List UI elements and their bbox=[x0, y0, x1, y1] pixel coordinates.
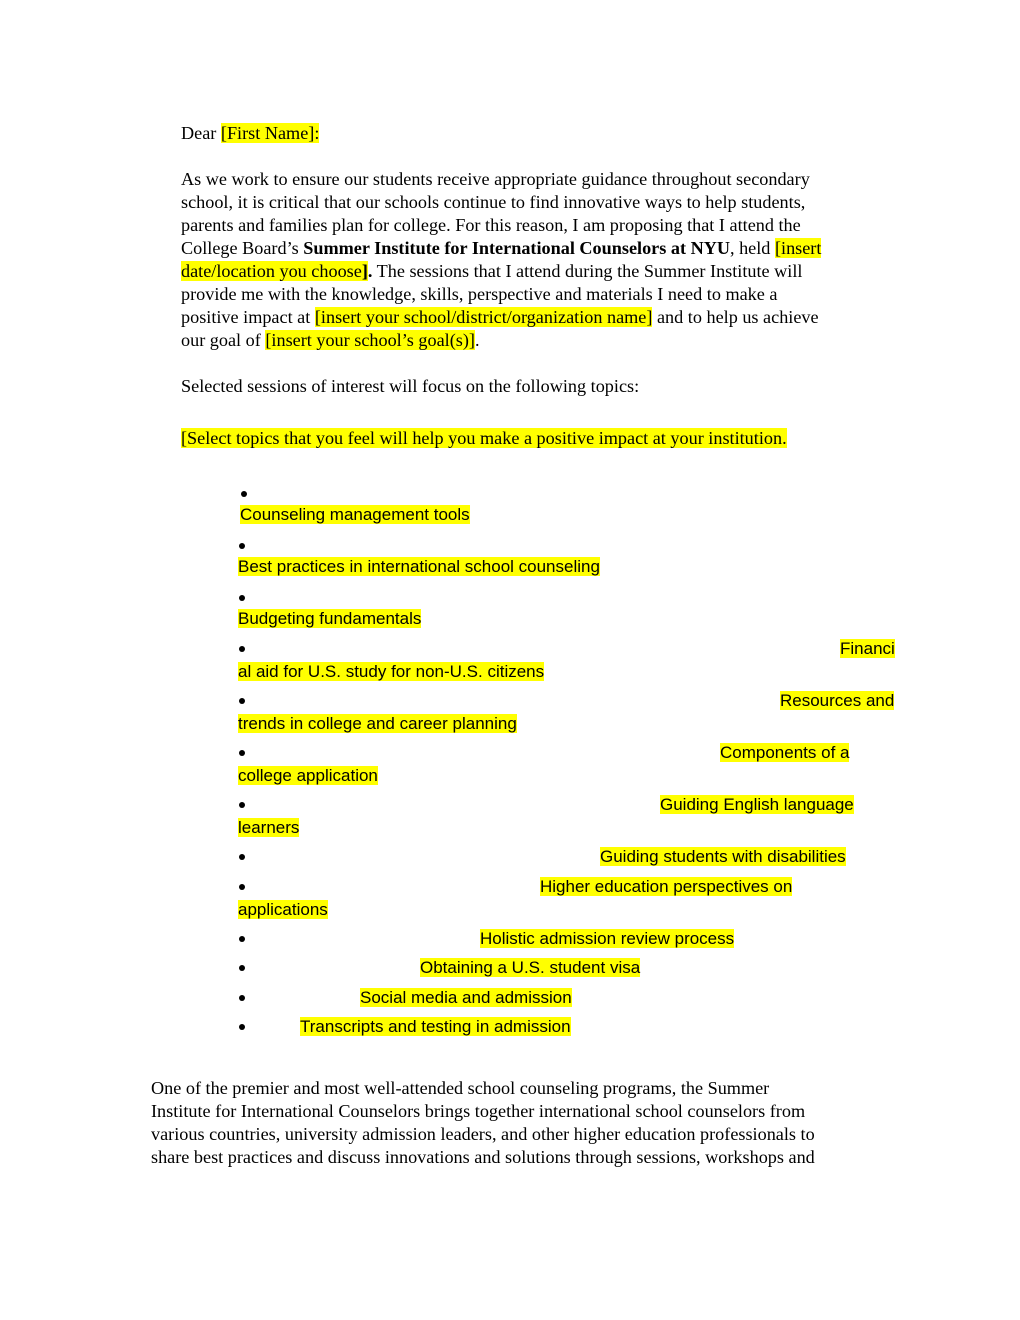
paragraph-line: As we work to ensure our students receive appropriate guidance throughout secondary bbox=[181, 169, 810, 189]
bullet-icon bbox=[239, 995, 245, 1001]
paragraph-line bbox=[181, 260, 802, 283]
sessions-intro: Selected sessions of interest will focus on the following topics: bbox=[181, 376, 640, 396]
topic-item bbox=[480, 927, 734, 950]
text-run: positive impact at bbox=[181, 307, 315, 327]
bullet-icon bbox=[239, 750, 245, 756]
paragraph-line: school, it is critical that our schools continue to find innovative ways to help students, bbox=[181, 192, 806, 212]
paragraph-line: One of the premier and most well-attended school counseling programs, the Summer bbox=[151, 1078, 770, 1098]
bullet-icon bbox=[239, 965, 245, 971]
topic-text: learners bbox=[238, 818, 300, 837]
greeting-line bbox=[181, 122, 319, 145]
topic-item bbox=[360, 986, 572, 1009]
topic-text: Financi bbox=[840, 639, 895, 658]
topic-item-cont bbox=[238, 898, 328, 921]
topic-text: Guiding English language bbox=[660, 795, 854, 814]
paragraph-line: share best practices and discuss innovations and solutions through sessions, workshops and bbox=[151, 1147, 815, 1167]
topic-item bbox=[238, 607, 421, 630]
text-run: The sessions that I attend during the Summer Institute will bbox=[372, 261, 803, 281]
topic-item-cont bbox=[238, 816, 299, 839]
paragraph-line bbox=[181, 237, 821, 260]
paragraph-line bbox=[181, 329, 480, 352]
paragraph-line: provide me with the knowledge, skills, perspective and materials I need to make a bbox=[181, 284, 778, 304]
topic-text: Transcripts and testing in admission bbox=[300, 1017, 571, 1036]
text-run: , held bbox=[729, 238, 775, 258]
topic-item bbox=[720, 741, 849, 764]
select-instruction-line bbox=[181, 427, 787, 450]
topic-text: Social media and admission bbox=[360, 988, 572, 1007]
bracket-close: ] bbox=[361, 261, 368, 281]
school-placeholder: [insert your school/district/organization name] bbox=[314, 307, 653, 327]
topic-text: Holistic admission review process bbox=[480, 929, 735, 948]
topic-item bbox=[660, 793, 854, 816]
bullet-icon bbox=[241, 491, 247, 497]
bullet-icon bbox=[239, 595, 245, 601]
topic-text: trends in college and career planning bbox=[238, 714, 517, 733]
paragraph-line: Institute for International Counselors brings together international school counselors from bbox=[151, 1101, 806, 1121]
goal-placeholder: [insert your school’s goal(s)] bbox=[265, 330, 475, 350]
text-run: College Board’s bbox=[181, 238, 304, 258]
topic-text: al aid for U.S. study for non-U.S. citizens bbox=[238, 662, 545, 681]
topic-text: college application bbox=[238, 766, 378, 785]
select-instruction: [Select topics that you feel will help you make a positive impact at your institution. bbox=[181, 428, 787, 448]
topic-item bbox=[840, 637, 895, 660]
topic-text: Resources and bbox=[780, 691, 895, 710]
paragraph-line: various countries, university admission leaders, and other higher education professionals to bbox=[151, 1124, 815, 1144]
paragraph-line: parents and families plan for college. For this reason, I am proposing that I attend the bbox=[181, 215, 801, 235]
greeting-text: Dear bbox=[181, 123, 217, 143]
bullet-icon bbox=[239, 884, 245, 890]
topic-text: Higher education perspectives on bbox=[540, 877, 793, 896]
topic-item-cont bbox=[238, 660, 544, 683]
period-bold: . bbox=[367, 261, 373, 281]
first-name-placeholder: [First Name]: bbox=[220, 123, 320, 143]
paragraph-line bbox=[181, 306, 819, 329]
bullet-icon bbox=[239, 543, 245, 549]
topic-text: Counseling management tools bbox=[240, 505, 470, 524]
topic-text: Guiding students with disabilities bbox=[600, 847, 846, 866]
text-run: and to help us achieve bbox=[652, 307, 819, 327]
institute-name: Summer Institute for International Counselors at NYU bbox=[303, 238, 730, 258]
topic-item bbox=[540, 875, 792, 898]
topic-text: Best practices in international school counseling bbox=[238, 557, 600, 576]
topic-text: Components of a bbox=[720, 743, 850, 762]
topic-text: applications bbox=[238, 900, 328, 919]
text-run: . bbox=[474, 330, 480, 350]
bullet-icon bbox=[239, 698, 245, 704]
bullet-icon bbox=[239, 854, 245, 860]
date-placeholder-cont: date/location you choose bbox=[181, 261, 362, 281]
topic-item-cont bbox=[238, 712, 517, 735]
bullet-icon bbox=[239, 802, 245, 808]
topic-item-cont bbox=[238, 764, 378, 787]
bullet-icon bbox=[239, 1024, 245, 1030]
topic-text: Budgeting fundamentals bbox=[238, 609, 422, 628]
topic-item bbox=[300, 1015, 571, 1038]
topic-item bbox=[780, 689, 894, 712]
topic-item bbox=[240, 503, 470, 526]
bullet-icon bbox=[239, 936, 245, 942]
date-placeholder: [insert bbox=[774, 238, 822, 258]
topic-item bbox=[600, 845, 846, 868]
text-run: our goal of bbox=[181, 330, 266, 350]
topic-text: Obtaining a U.S. student visa bbox=[420, 958, 641, 977]
topic-item bbox=[238, 555, 600, 578]
topic-item bbox=[420, 956, 640, 979]
bullet-icon bbox=[239, 646, 245, 652]
